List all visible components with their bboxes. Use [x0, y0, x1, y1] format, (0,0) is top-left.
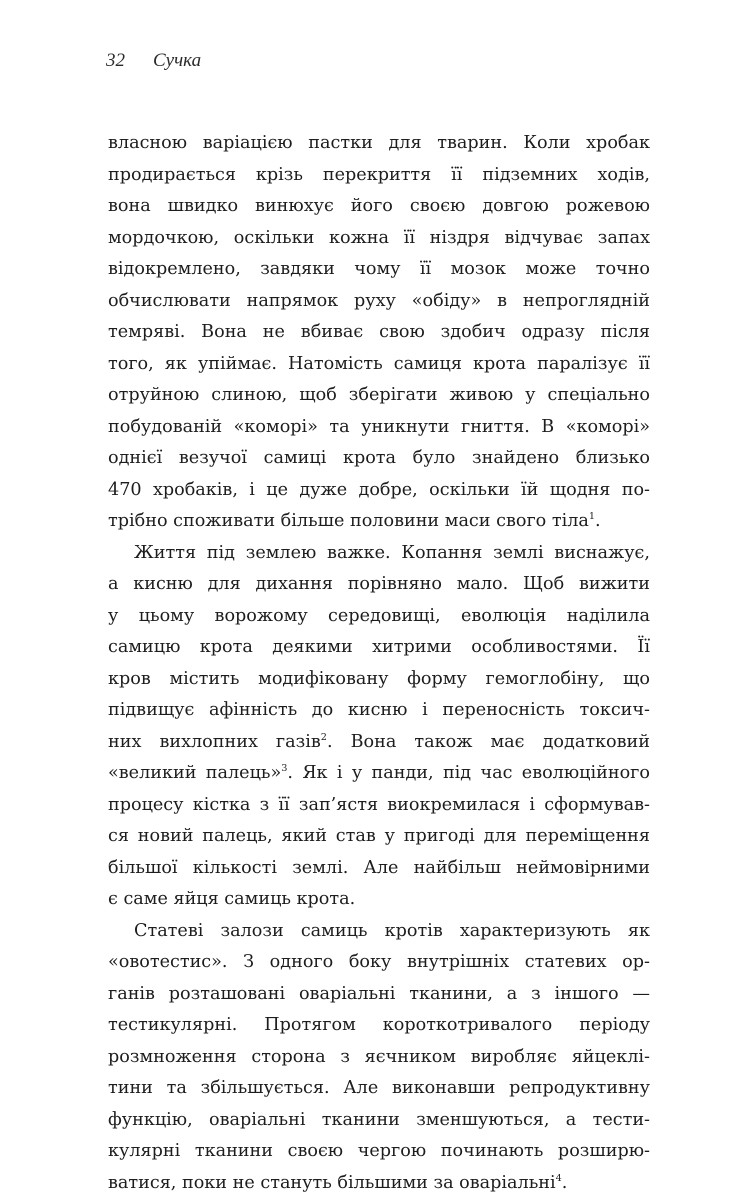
- line-text: мордочкою, оскільки кожна її ніздря відчуває запах: [108, 228, 650, 248]
- text-line: [108, 286, 650, 318]
- line-text: вона швидко винюхує його своєю довгою рожевою: [108, 196, 650, 216]
- line-text: продирається крізь перекриття її підземних ходів,: [108, 165, 650, 185]
- footnote-marker[interactable]: 3: [281, 763, 287, 774]
- text-line: [108, 569, 650, 601]
- text-line: [108, 317, 650, 349]
- line-text: підвищує афінність до кисню і переносність токсич-: [108, 700, 650, 720]
- line-text: відокремлено, завдяки чому її мозок може точно: [108, 259, 650, 279]
- text-line: [108, 695, 650, 727]
- line-text: трібно споживати більше половини маси свого тіла: [108, 511, 589, 531]
- text-line: [108, 1042, 650, 1074]
- text-line: [108, 821, 650, 853]
- line-text: власною варіацією пастки для тварин. Коли хробак: [108, 133, 650, 153]
- text-line: [108, 664, 650, 696]
- text-line: [108, 979, 650, 1011]
- line-text: кулярні тканини своєю чергою починають розширю-: [108, 1141, 650, 1161]
- line-text: самицю крота деякими хитрими особливостями. Її: [108, 637, 650, 657]
- line-text: побудованій «коморі» та уникнути гниття. В «коморі»: [108, 417, 650, 437]
- text-line: [108, 475, 650, 507]
- footnote-marker[interactable]: 2: [321, 732, 327, 743]
- text-line: [108, 128, 650, 160]
- line-text: 470 хробаків, і це дуже добре, оскільки їй щодня по-: [108, 480, 650, 500]
- running-header: [106, 50, 201, 72]
- line-text: тестикулярні. Протягом короткотривалого періоду: [108, 1015, 650, 1035]
- footnote-marker[interactable]: 1: [589, 511, 595, 522]
- text-line: [108, 349, 650, 381]
- line-text: розмноження сторона з яєчником виробляє яйцеклі-: [108, 1047, 650, 1067]
- line-text: процесу кістка з її зап’ястя виокремилася і сформував-: [108, 795, 650, 815]
- line-text: отруйною слиною, щоб зберігати живою у спеціально: [108, 385, 650, 405]
- body-text: [108, 128, 650, 1199]
- text-line: [108, 412, 650, 444]
- line-text-tail: . Вона також має додатковий: [327, 732, 650, 752]
- line-text: більшої кількості землі. Але найбільш неймовірними: [108, 858, 650, 878]
- text-line: [108, 380, 650, 412]
- line-text: Статеві залози самиць кротів характеризують як: [134, 921, 650, 941]
- text-line: [108, 191, 650, 223]
- text-line: [108, 916, 650, 948]
- text-line: [108, 947, 650, 979]
- line-text: є саме яйця самиць крота.: [108, 889, 355, 909]
- text-line: [108, 884, 650, 916]
- line-text: «великий палець»: [108, 763, 281, 783]
- text-line: [108, 254, 650, 286]
- text-line: [108, 223, 650, 255]
- line-text: функцію, оваріальні тканини зменшуються, а тести-: [108, 1110, 650, 1130]
- line-text: а кисню для дихання порівняно мало. Щоб вижити: [108, 574, 650, 594]
- text-line: [108, 1073, 650, 1105]
- text-line: [108, 1136, 650, 1168]
- text-line: [108, 1168, 650, 1199]
- line-text-tail: .: [562, 1173, 568, 1193]
- text-line: [108, 727, 650, 759]
- text-line: [108, 1010, 650, 1042]
- line-text: ватися, поки не стануть більшими за оваріальні: [108, 1173, 556, 1193]
- text-line: [108, 443, 650, 475]
- text-line: [108, 506, 650, 538]
- line-text: обчислювати напрямок руху «обіду» в непроглядній: [108, 291, 650, 311]
- text-line: [108, 1105, 650, 1137]
- text-line: [108, 601, 650, 633]
- line-text: ганів розташовані оваріальні тканини, а з іншого —: [108, 984, 650, 1004]
- footnote-marker[interactable]: 4: [556, 1173, 562, 1184]
- line-text: однієї везучої самиці крота було знайдено близько: [108, 448, 650, 468]
- text-line: [108, 758, 650, 790]
- line-text: кров містить модифіковану форму гемоглобіну, що: [108, 669, 650, 689]
- line-text: них вихлопних газів: [108, 732, 321, 752]
- line-text: у цьому ворожому середовищі, еволюція наділила: [108, 606, 650, 626]
- line-text: Життя під землею важке. Копання землі виснажує,: [134, 543, 650, 563]
- line-text: того, як упіймає. Натомість самиця крота паралізує її: [108, 354, 650, 374]
- line-text: темряві. Вона не вбиває свою здобич одразу після: [108, 322, 650, 342]
- text-line: [108, 853, 650, 885]
- line-text: тини та збільшується. Але виконавши репродуктивну: [108, 1078, 650, 1098]
- line-text-tail: . Як і у панди, під час еволюційного: [287, 763, 650, 783]
- line-text: ся новий палець, який став у пригоді для переміщення: [108, 826, 650, 846]
- text-line: [108, 160, 650, 192]
- line-text-tail: .: [595, 511, 601, 531]
- text-line: [108, 790, 650, 822]
- text-line: [108, 632, 650, 664]
- running-title: Сучка: [153, 50, 201, 72]
- line-text: «овотестис». З одного боку внутрішніх статевих ор-: [108, 952, 650, 972]
- text-line: [108, 538, 650, 570]
- page-number: 32: [106, 50, 125, 72]
